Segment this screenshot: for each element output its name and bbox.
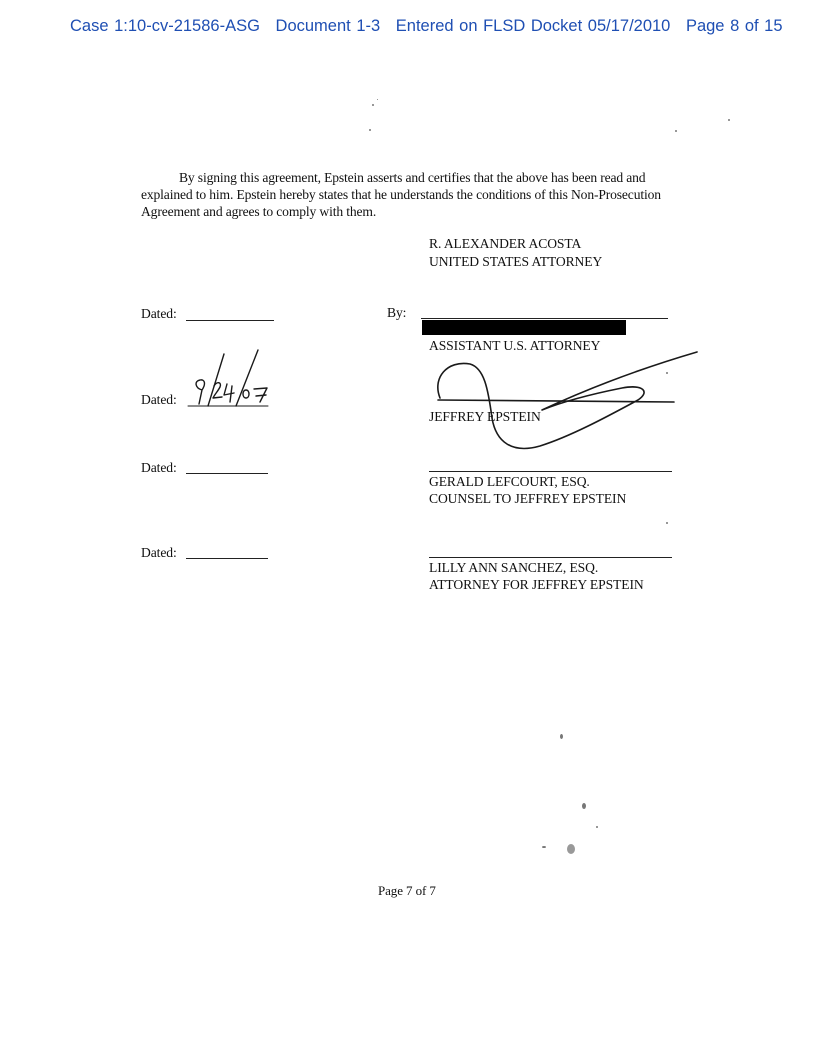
dated-label: Dated: (141, 460, 177, 475)
scan-speck (567, 844, 575, 854)
date-line (186, 320, 274, 321)
signature-line (429, 471, 672, 472)
signature-line (429, 557, 672, 558)
sanchez-title: ATTORNEY FOR JEFFREY EPSTEIN (429, 577, 644, 592)
scan-speck (675, 130, 677, 132)
dated-label: Dated: (141, 545, 177, 560)
scan-speck (377, 99, 378, 100)
ausa-title: ASSISTANT U.S. ATTORNEY (429, 338, 601, 353)
scan-speck (596, 826, 598, 828)
sanchez-name: LILLY ANN SANCHEZ, ESQ. (429, 560, 599, 575)
document-number: Document 1-3 (275, 17, 381, 35)
date-line (186, 473, 268, 474)
handwritten-date (180, 346, 280, 410)
lefcourt-name: GERALD LEFCOURT, ESQ. (429, 474, 590, 489)
dated-label: Dated: (141, 392, 177, 407)
date-line (186, 558, 268, 559)
scan-speck (369, 129, 371, 131)
scan-speck (372, 104, 374, 106)
page-number: Page 8 of 15 (685, 17, 783, 35)
acknowledgement-paragraph: By signing this agreement, Epstein asserts and certifies that the above has been read and explained to him. Epstein hereby states that he understands the conditions of this Non-Prosecution Agreement and agrees to comply with them. (141, 170, 661, 219)
page-footer: Page 7 of 7 (378, 883, 436, 898)
scan-speck (560, 734, 563, 739)
signature-line (421, 318, 668, 319)
scan-speck (542, 846, 546, 848)
scan-speck (666, 522, 668, 524)
epstein-name: JEFFREY EPSTEIN (429, 409, 541, 424)
by-label: By: (387, 305, 407, 320)
case-number: Case 1:10-cv-21586-ASG (70, 17, 260, 35)
docket-header (70, 17, 793, 36)
scan-speck (582, 803, 586, 809)
scan-speck (728, 119, 730, 121)
dated-label: Dated: (141, 306, 177, 321)
us-attorney-title: UNITED STATES ATTORNEY (429, 254, 603, 269)
entered-date: Entered on FLSD Docket 05/17/2010 (395, 17, 671, 35)
lefcourt-title: COUNSEL TO JEFFREY EPSTEIN (429, 491, 627, 506)
epstein-signature (422, 348, 702, 458)
us-attorney-name: R. ALEXANDER ACOSTA (429, 236, 582, 251)
redaction-block (422, 320, 626, 335)
